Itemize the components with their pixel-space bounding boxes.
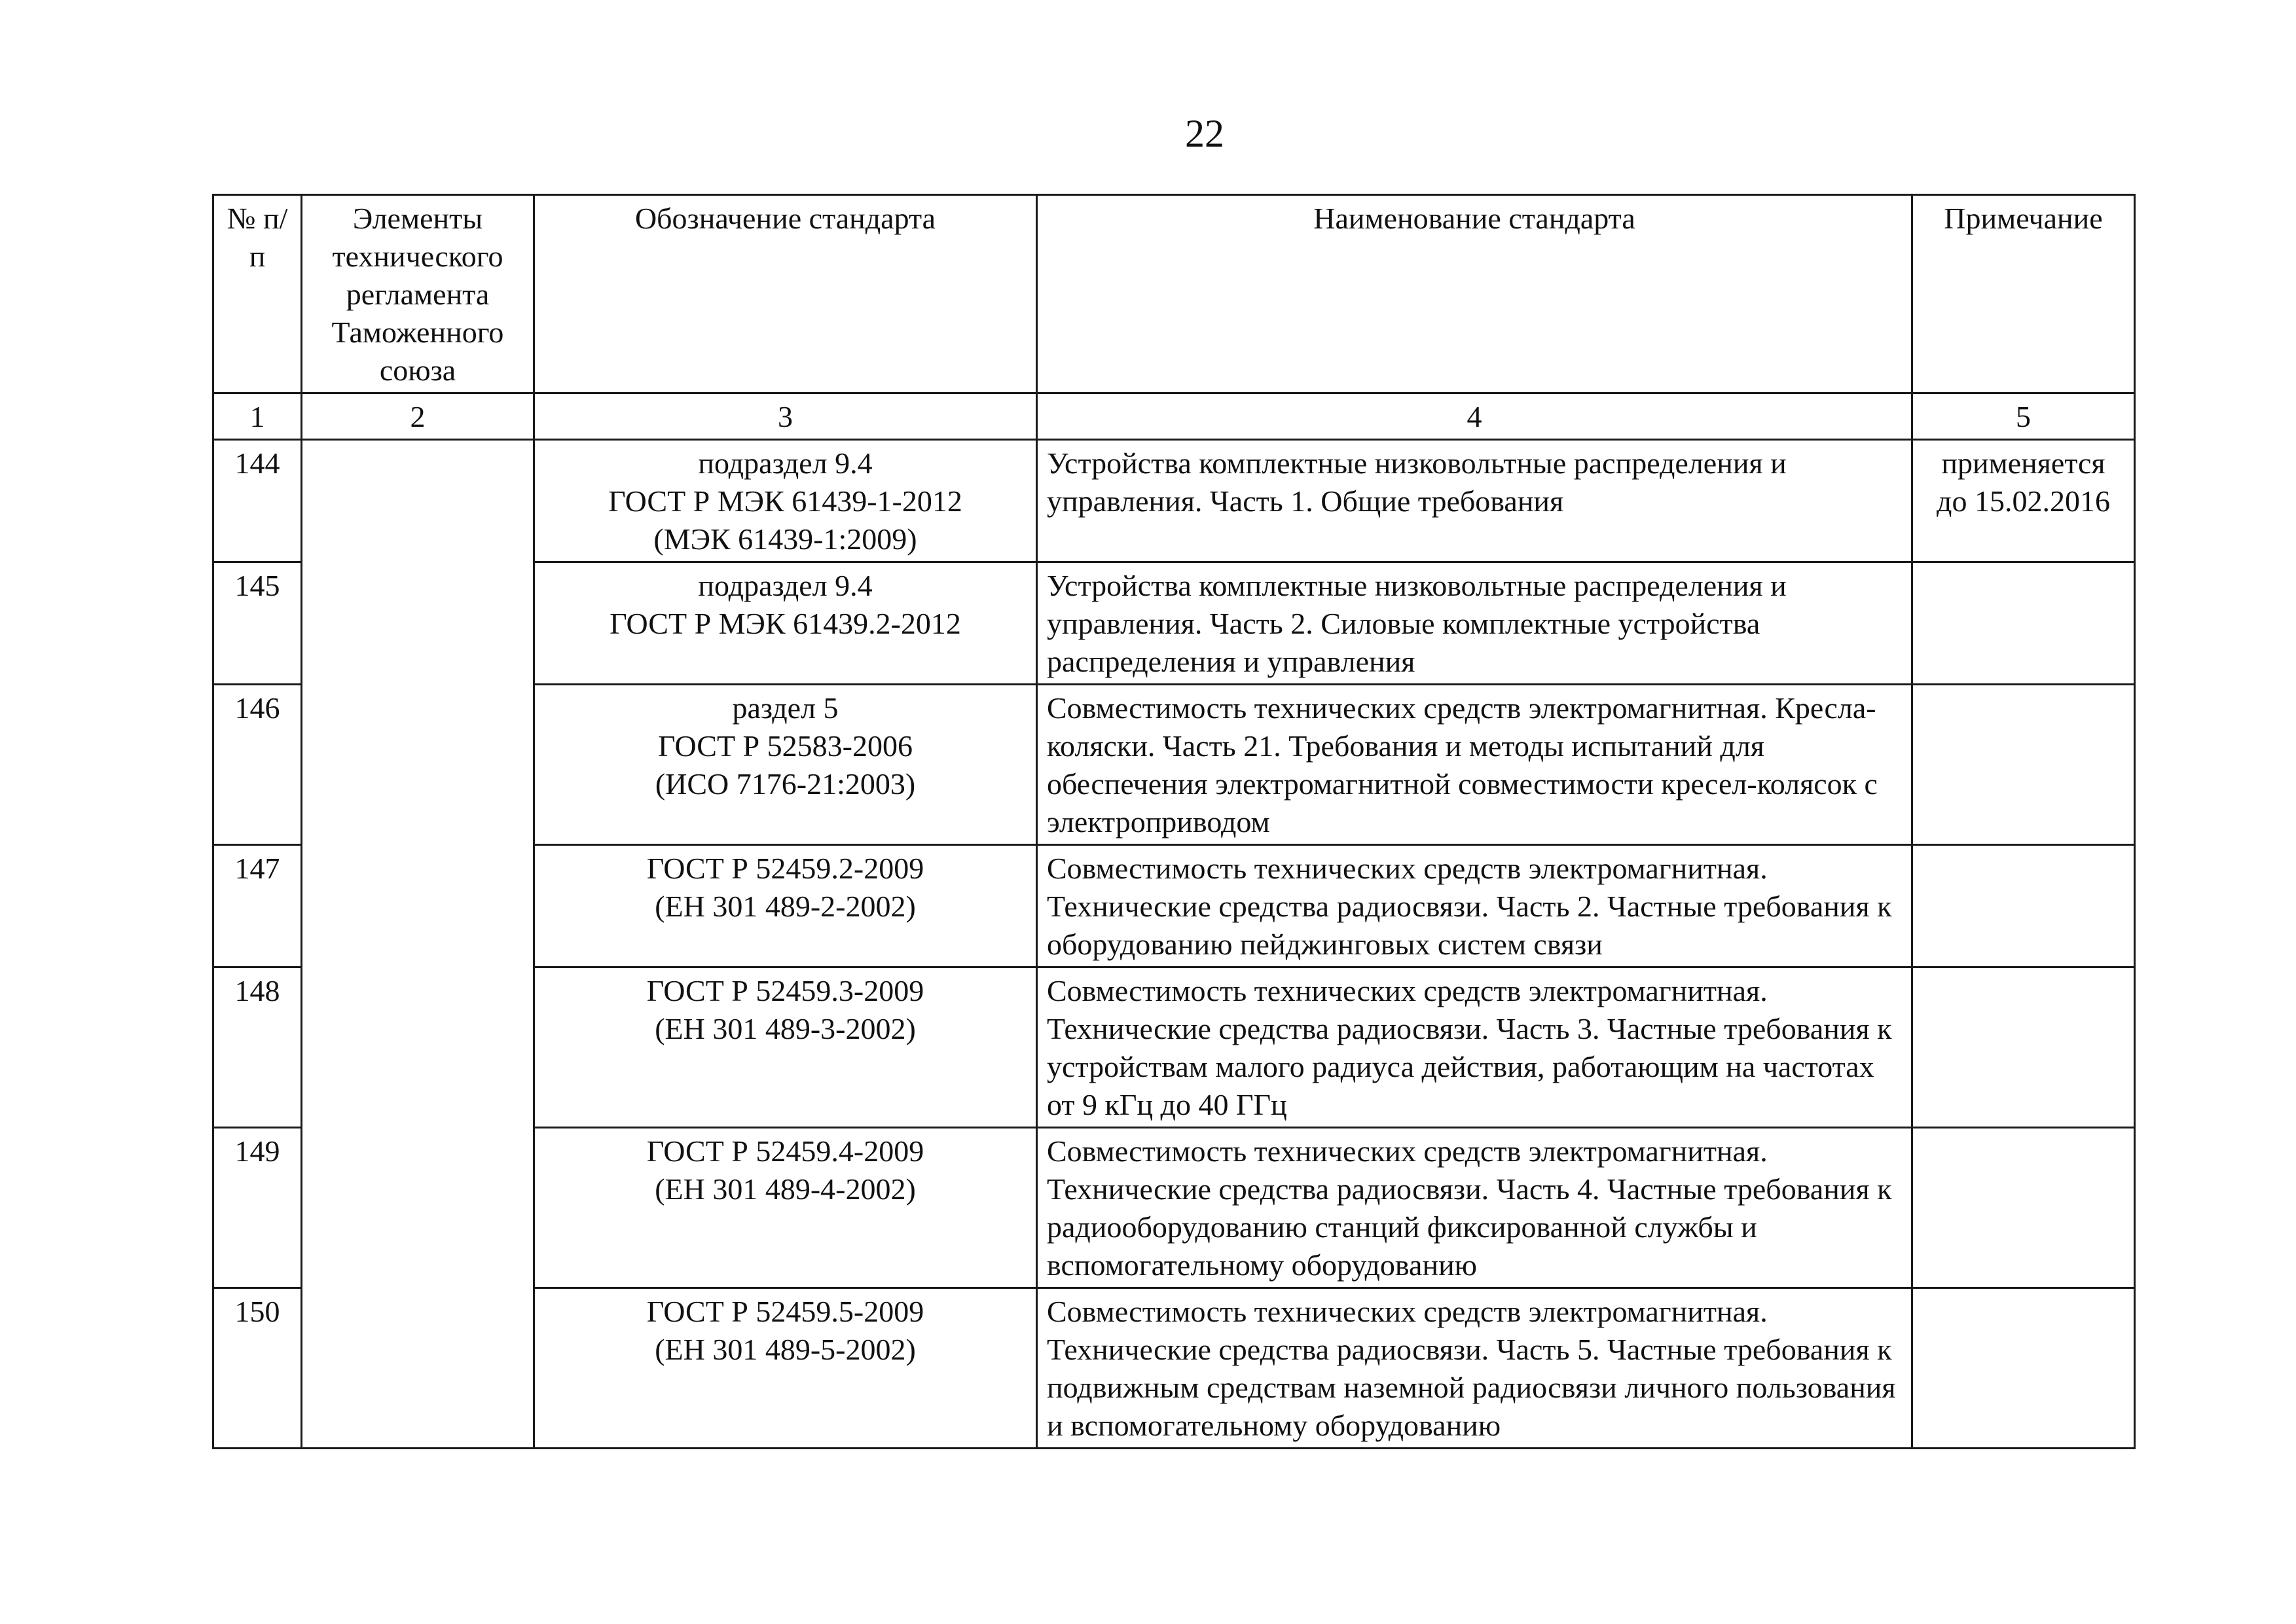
standard-designation: [534, 845, 1037, 967]
designation-line: (ЕН 301 489-2-2002): [655, 890, 916, 923]
designation-line: ГОСТ Р МЭК 61439-1-2012: [608, 484, 962, 518]
table-header-row: [213, 195, 2135, 393]
designation-line: (ЕН 301 489-3-2002): [655, 1012, 916, 1045]
designation-line: (МЭК 61439-1:2009): [653, 522, 917, 556]
regulation-elements-cell: [302, 440, 534, 1449]
standard-name: Совместимость технических средств электромагнитная. Технические средства радиосвязи. Часть 2. Частные требования к оборудованию пейджинговых систем связи: [1037, 845, 1912, 967]
standard-designation: [534, 440, 1037, 562]
note: [1912, 562, 2135, 685]
note: [1912, 967, 2135, 1128]
standard-name: Совместимость технических средств электромагнитная. Кресла-коляски. Часть 21. Требования и методы испытаний для обеспечения электромагнитной совместимости кресел-колясок с электроприводом: [1037, 685, 1912, 845]
header-standard-name: Наименование стандарта: [1037, 195, 1912, 393]
designation-line: (ЕН 301 489-5-2002): [655, 1333, 916, 1366]
note: [1912, 1128, 2135, 1288]
row-number: 149: [213, 1128, 302, 1288]
standard-designation: [534, 967, 1037, 1128]
standards-table: [212, 194, 2136, 1449]
header-number: № п/п: [213, 195, 302, 393]
designation-line: подраздел 9.4: [698, 446, 873, 480]
column-index: 2: [302, 393, 534, 440]
note-line: применяется: [1941, 446, 2105, 480]
row-number: 146: [213, 685, 302, 845]
column-index: 4: [1037, 393, 1912, 440]
note-line: до 15.02.2016: [1937, 484, 2110, 518]
column-index-row: [213, 393, 2135, 440]
column-index: 5: [1912, 393, 2135, 440]
designation-line: ГОСТ Р 52459.4-2009: [646, 1134, 924, 1168]
row-number: 145: [213, 562, 302, 685]
table-row: [213, 440, 2135, 562]
row-number: 148: [213, 967, 302, 1128]
designation-line: (ИСО 7176-21:2003): [655, 767, 916, 801]
designation-line: ГОСТ Р 52459.5-2009: [646, 1295, 924, 1328]
column-index: 1: [213, 393, 302, 440]
page-number: 22: [1185, 112, 1224, 155]
standard-designation: [534, 1288, 1037, 1449]
designation-line: ГОСТ Р МЭК 61439.2-2012: [610, 607, 961, 640]
designation-line: ГОСТ Р 52459.2-2009: [646, 852, 924, 885]
designation-line: (ЕН 301 489-4-2002): [655, 1172, 916, 1206]
header-regulation-elements: Элементы технического регламента Таможенного союза: [302, 195, 534, 393]
header-standard-designation: Обозначение стандарта: [534, 195, 1037, 393]
row-number: 147: [213, 845, 302, 967]
standard-name: Совместимость технических средств электромагнитная. Технические средства радиосвязи. Часть 5. Частные требования к подвижным средствам наземной радиосвязи личного пользования и вспомогательному оборудованию: [1037, 1288, 1912, 1449]
standard-designation: [534, 562, 1037, 685]
note: [1912, 440, 2135, 562]
header-note: Примечание: [1912, 195, 2135, 393]
column-index: 3: [534, 393, 1037, 440]
standard-name: Совместимость технических средств электромагнитная. Технические средства радиосвязи. Часть 4. Частные требования к радиооборудованию станций фиксированной службы и вспомогательному оборудованию: [1037, 1128, 1912, 1288]
designation-line: ГОСТ Р 52583-2006: [658, 729, 913, 763]
row-number: 150: [213, 1288, 302, 1449]
designation-line: ГОСТ Р 52459.3-2009: [646, 974, 924, 1007]
standard-designation: [534, 685, 1037, 845]
row-number: 144: [213, 440, 302, 562]
standard-name: Устройства комплектные низковольтные распределения и управления. Часть 2. Силовые комплектные устройства распределения и управления: [1037, 562, 1912, 685]
standard-name: Совместимость технических средств электромагнитная. Технические средства радиосвязи. Часть 3. Частные требования к устройствам малого радиуса действия, работающим на частотах от 9 кГц до 40 ГГц: [1037, 967, 1912, 1128]
designation-line: подраздел 9.4: [698, 569, 873, 602]
note: [1912, 1288, 2135, 1449]
designation-line: раздел 5: [732, 691, 839, 725]
note: [1912, 845, 2135, 967]
note: [1912, 685, 2135, 845]
standard-name: Устройства комплектные низковольтные распределения и управления. Часть 1. Общие требования: [1037, 440, 1912, 562]
standard-designation: [534, 1128, 1037, 1288]
